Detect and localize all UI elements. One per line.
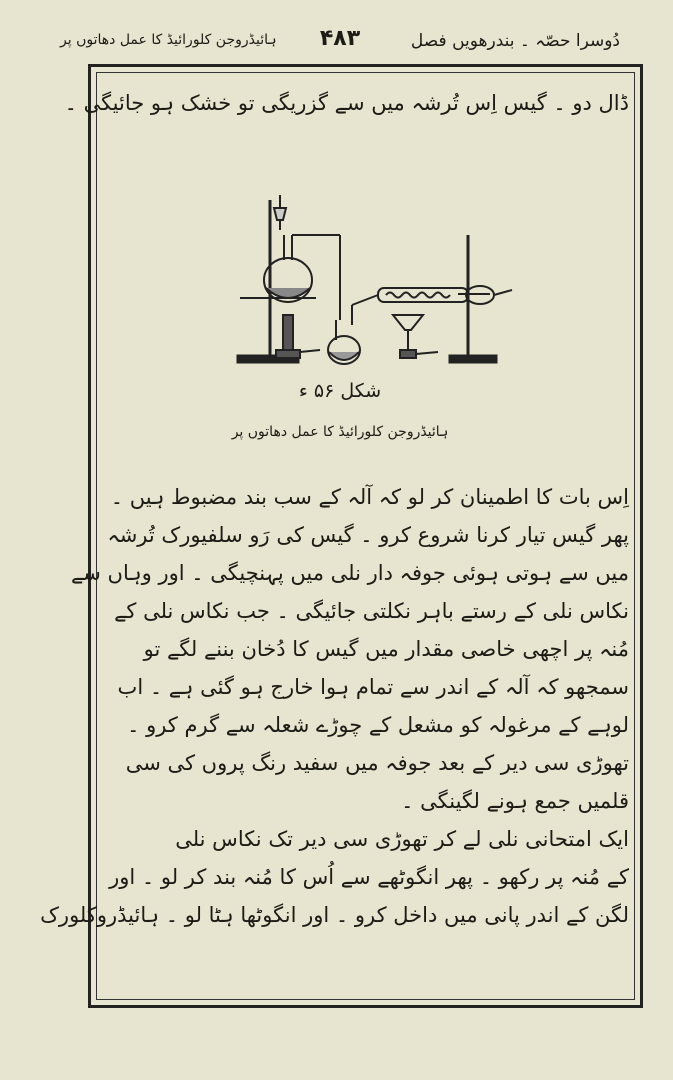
figure-title: ہائیڈروجن کلورائیڈ کا عمل دھاتوں پر xyxy=(231,424,449,440)
text-line: پھر گیس تیار کرنا شروع کرو ۔ گیس کی رَو سلفیورک تُرشہ xyxy=(107,523,629,547)
text-line: تھوڑی سی دیر کے بعد جوفہ میں سفید رنگ پروں کی سی xyxy=(125,751,629,775)
text-line: کے مُنہ پر رکھو ۔ پھر انگوٹھے سے اُس کا مُنہ بند کر لو ۔ اور xyxy=(109,865,629,889)
running-head xyxy=(60,26,620,56)
text-line: نکاس نلی کے رستے باہر نکلتی جائیگی ۔ جب نکاس نلی کے xyxy=(114,599,629,623)
left-stand xyxy=(238,200,316,362)
text-line: اِس بات کا اطمینان کر لو کہ آلہ کے سب بند مضبوط ہیں ۔ xyxy=(110,485,629,509)
chapter-heading: ہائیڈروجن کلورائیڈ کا عمل دھاتوں پر xyxy=(60,32,277,48)
text-line: ڈال دو ۔ گیس اِس تُرشہ میں سے گزریگی تو خشک ہو جائیگی ۔ xyxy=(64,91,629,115)
continued-text xyxy=(64,84,629,122)
text-line: مُنہ پر اچھی خاصی مقدار میں گیس کا دُخان بننے لگے تو xyxy=(143,637,629,661)
text-line: میں سے ہوتی ہوئی جوفہ دار نلی میں پہنچیگی ۔ اور وہاں سے xyxy=(70,561,629,585)
figure-caption: شکل ۵۶ ء xyxy=(298,380,382,402)
burner-left xyxy=(276,315,320,358)
generating-flask xyxy=(264,195,340,320)
text-line: لوہے کے مرغولہ کو مشعل کے چوڑے شعلہ سے گرم کرو ۔ xyxy=(127,713,629,737)
page-number: ۴۸۳ xyxy=(319,26,361,51)
body-text xyxy=(40,478,629,934)
text-line: سمجھو کہ آلہ کے اندر سے تمام ہوا خارج ہو گئی ہے ۔ اب xyxy=(117,675,629,699)
wash-bottle xyxy=(328,295,378,364)
section-heading: دُوسرا حصّہ ۔ بندرھویں فصل xyxy=(410,31,620,51)
text-line: قلمیں جمع ہونے لگینگی ۔ xyxy=(401,789,629,813)
text-line: لگن کے اندر پانی میں داخل کرو ۔ اور انگوٹھا ہٹا لو ۔ ہائیڈروکلورک xyxy=(40,903,629,927)
funnel-burner xyxy=(393,315,438,358)
apparatus-figure xyxy=(228,190,518,380)
text-line: ایک امتحانی نلی لے کر تھوڑی سی دیر تک نکاس نلی xyxy=(175,827,629,851)
combustion-tube xyxy=(378,286,512,304)
right-stand xyxy=(450,235,496,362)
